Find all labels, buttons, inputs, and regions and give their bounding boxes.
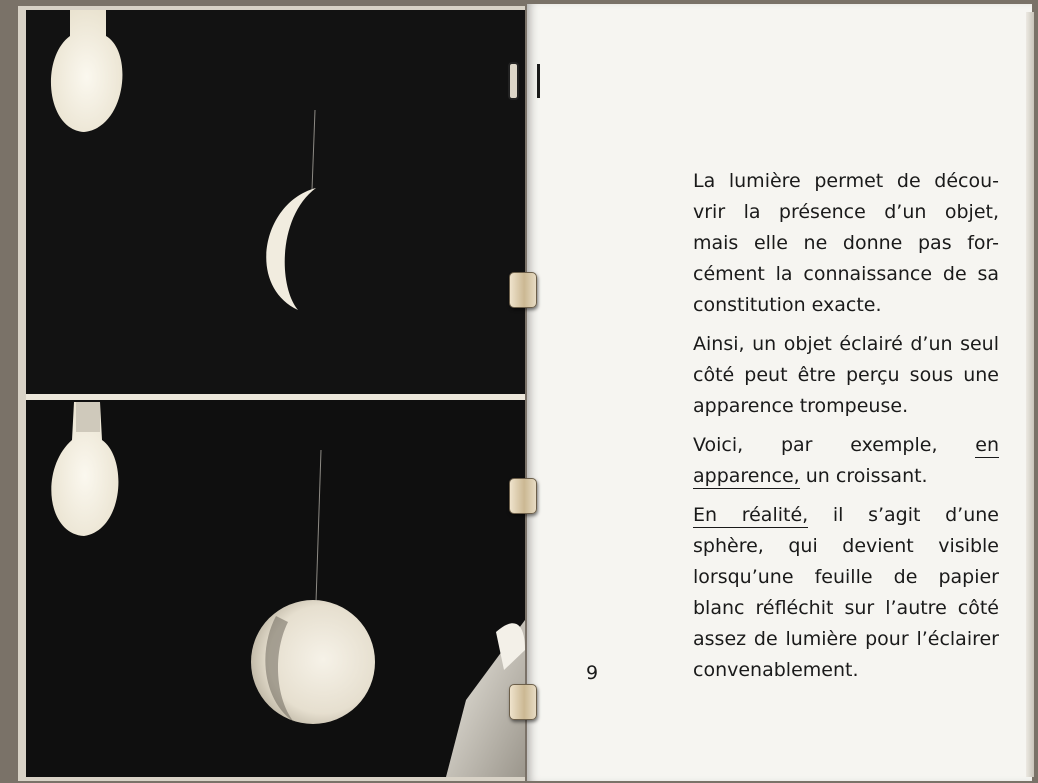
upper-panel [26,10,525,394]
underlined-en-realite: En réalité, [693,504,809,526]
underlined-en-apparence: en apparence, [693,434,999,487]
binding-ring-1 [509,272,537,308]
binding-slot-top [508,62,519,100]
paragraph-2-text: Ainsi, un objet éclairé d’un seul côté peut être perçu sous une apparence trompeuse. [693,333,999,417]
paragraph-4 [693,500,999,686]
binding-ring-3 [509,684,537,720]
page-edges [1026,12,1034,777]
paragraph-3-text-end: un croissant. [799,465,928,487]
paragraph-1 [693,166,999,321]
binding-ring-2 [509,478,537,514]
photograph [26,10,525,777]
panel-divider [26,394,525,400]
binding-mark-top [537,64,540,98]
paragraph-1-text: La lumière permet de décou-vrir la présence d’un objet, mais elle ne donne pas for-cément la connaissance de sa constitution exacte. [693,170,999,316]
lower-panel [26,400,525,777]
right-page [527,4,1032,781]
page-number: 9 [586,662,599,684]
left-page [18,6,525,781]
text-block [693,166,999,694]
paragraph-4-text: il s’agit d’une sphère, qui devient visible lorsqu’une feuille de papier blanc réfléchit sur l’autre côté assez de lumière pour l’éclairer convenablement. [693,504,999,681]
paragraph-3-text-start: Voici, par exemple, [693,434,976,456]
paragraph-2 [693,329,999,422]
paragraph-3 [693,430,999,492]
